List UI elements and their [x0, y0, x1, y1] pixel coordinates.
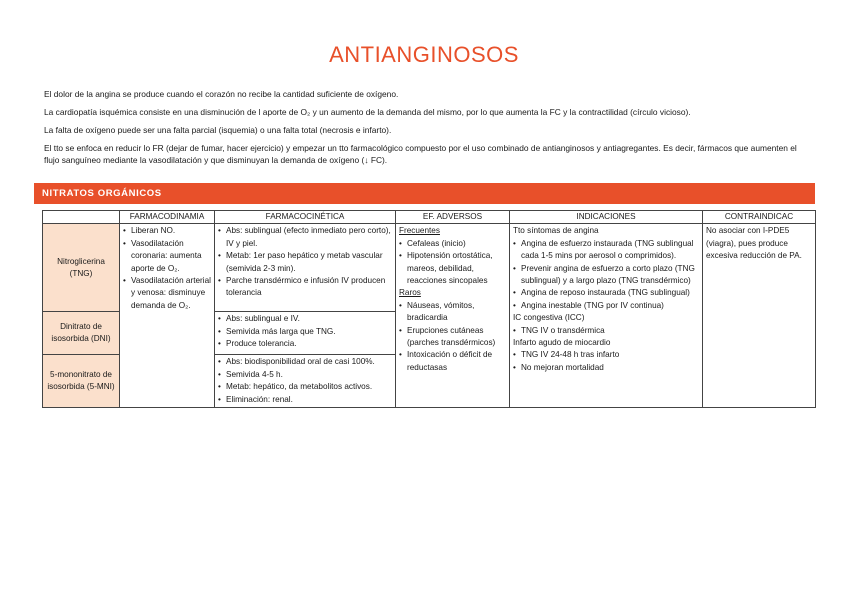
farmacocinetica-cell — [215, 224, 396, 312]
list-item: • Angina de esfuerzo instaurada (TNG sublingual cada 1-5 mins por aerosol o comprimidos). — [513, 238, 699, 263]
list-item: • Abs: biodisponibilidad oral de casi 100%. — [218, 356, 392, 368]
list-item: • Vasodilatación arterial y venosa: disminuye demanda de O₂. — [123, 275, 211, 312]
farmacocinetica-cell — [215, 355, 396, 408]
list-item: • No mejoran mortalidad — [513, 362, 699, 374]
header-cell: FARMACOCINÉTICA — [215, 211, 396, 224]
list-item: • Vasodilatación coronaria: aumenta aporte de O₂. — [123, 238, 211, 275]
list-item: • Liberan NO. — [123, 225, 211, 237]
list-item: • Eliminación: renal. — [218, 394, 392, 406]
intro-paragraph: El tto se enfoca en reducir lo FR (dejar de fumar, hacer ejercicio) y empezar un tto farmacológico compuesto por el uso combinado de antianginosos y antiagregantes. Es decir, fármacos que aumenten el flujo sanguíneo mediante la vasodilatación y que disminuyan la demanda de oxígeno (↓ FC). — [44, 143, 797, 165]
header-cell: INDICACIONES — [510, 211, 703, 224]
list-item: • Prevenir angina de esfuerzo a corto plazo (TNG sublingual) y a largo plazo (TNG transdérmico) — [513, 263, 699, 288]
list-item: • Produce tolerancia. — [218, 338, 392, 350]
list-item: • TNG IV 24-48 h tras infarto — [513, 349, 699, 361]
page-title: ANTIANGINOSOS — [329, 42, 519, 67]
drug-name: 5-mononitrato de isosorbida (5-MNI) — [43, 355, 120, 408]
drug-name: Nitroglicerina (TNG) — [43, 224, 120, 312]
header-cell: FARMACODINAMIA — [120, 211, 215, 224]
intro-text — [44, 88, 814, 172]
adversos-frecuentes-label: Frecuentes — [399, 226, 440, 236]
indicaciones-group-label: Infarto agudo de miocardio — [513, 338, 611, 348]
intro-paragraph: La cardiopatía isquémica consiste en una disminución de l aporte de O₂ y un aumento de la demanda del mismo, por lo que aumenta la FC y la contractilidad (círculo vicioso). — [44, 107, 691, 117]
list-item: • Cefaleas (inicio) — [399, 238, 506, 250]
table-row — [43, 224, 816, 312]
adversos-raros-label: Raros — [399, 288, 421, 298]
list-item: • Hipotensión ortostática, mareos, debilidad, reacciones sincopales — [399, 250, 506, 287]
indicaciones-cell — [510, 224, 703, 408]
indicaciones-group-label: Tto síntomas de angina — [513, 226, 599, 236]
farmacodinamia-cell — [120, 224, 215, 408]
intro-paragraph: La falta de oxígeno puede ser una falta parcial (isquemia) o una falta total (necrosis e infarto). — [44, 125, 392, 135]
list-item: • Náuseas, vómitos, bradicardia — [399, 300, 506, 325]
drug-name: Dinitrato de isosorbida (DNI) — [43, 312, 120, 355]
indicaciones-group-label: IC congestiva (ICC) — [513, 313, 585, 323]
list-item: • Erupciones cutáneas (parches transdérmicos) — [399, 325, 506, 350]
header-cell: EF. ADVERSOS — [396, 211, 510, 224]
table-header-row — [43, 211, 816, 224]
section-header: NITRATOS ORGÁNICOS — [34, 183, 815, 204]
nitratos-table — [42, 210, 816, 408]
list-item: • Parche transdérmico e infusión IV producen tolerancia — [218, 275, 392, 300]
list-item: • Angina inestable (TNG por IV continua) — [513, 300, 699, 312]
list-item: • Angina de reposo instaurada (TNG sublingual) — [513, 287, 699, 299]
list-item: • Abs: sublingual (efecto inmediato pero corto), IV y piel. — [218, 225, 392, 250]
farmacocinetica-cell — [215, 312, 396, 355]
list-item: • Semivida 4-5 h. — [218, 369, 392, 381]
contraindicaciones-cell: No asociar con I-PDE5 (viagra), pues produce excesiva reducción de PA. — [703, 224, 816, 408]
intro-paragraph: El dolor de la angina se produce cuando el corazón no recibe la cantidad suficiente de oxígeno. — [44, 89, 399, 99]
list-item: • Metab: hepático, da metabolitos activos. — [218, 381, 392, 393]
adversos-cell — [396, 224, 510, 408]
header-cell: CONTRAINDICAC — [703, 211, 816, 224]
list-item: • TNG IV o transdérmica — [513, 325, 699, 337]
header-empty — [43, 211, 120, 224]
list-item: • Metab: 1er paso hepático y metab vascular (semivida 2-3 min). — [218, 250, 392, 275]
list-item: • Abs: sublingual e IV. — [218, 313, 392, 325]
list-item: • Intoxicación o déficit de reductasas — [399, 349, 506, 374]
list-item: • Semivida más larga que TNG. — [218, 326, 392, 338]
